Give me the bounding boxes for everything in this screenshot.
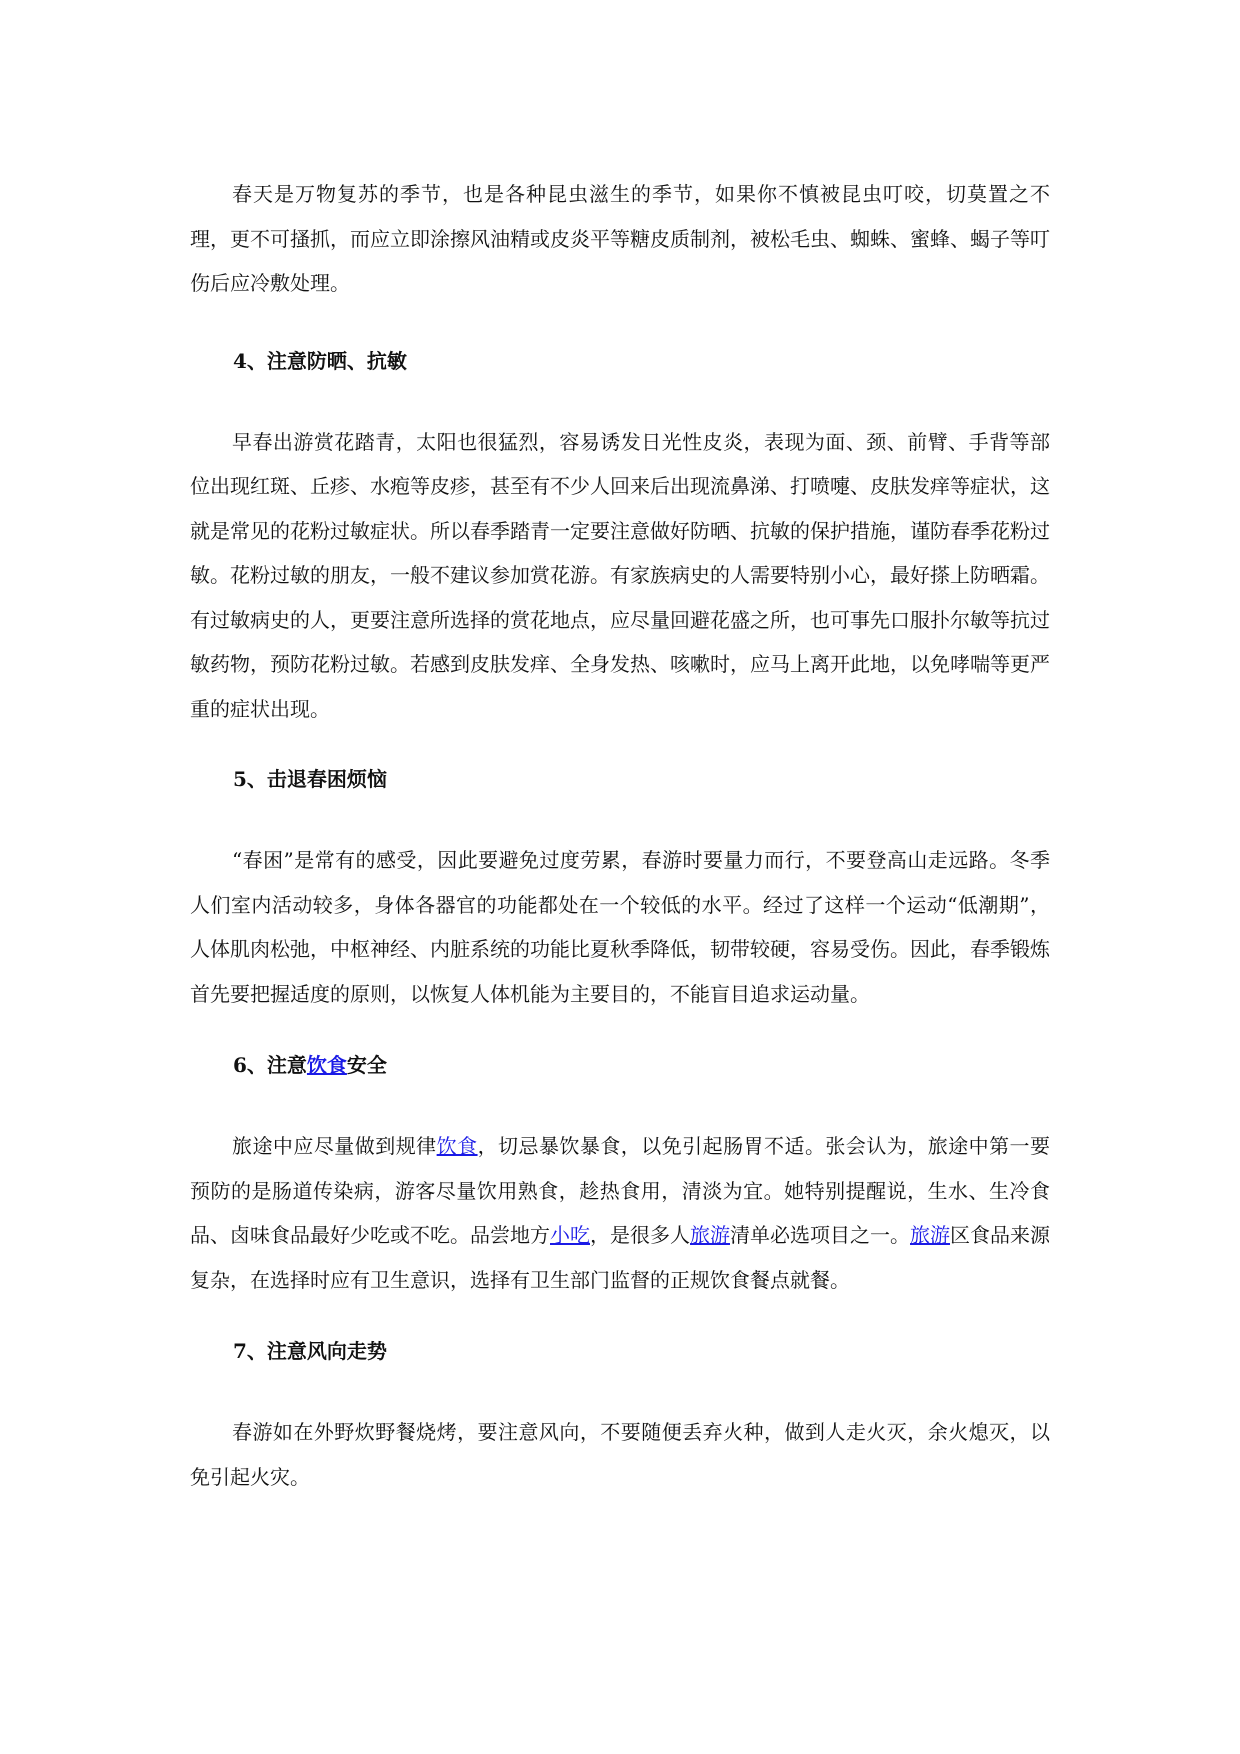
heading-wind-direction: 7、注意风向走势 xyxy=(233,1339,387,1363)
food-text-3: ，是很多人 xyxy=(590,1223,690,1247)
link-travel-2[interactable]: 旅游 xyxy=(910,1223,950,1247)
heading-sun-protection: 4、注意防晒、抗敏 xyxy=(233,348,407,373)
heading-food-safety-prefix: 6、注意 xyxy=(233,1053,307,1077)
paragraph-pollen-allergy: 早春出游赏花踏青，太阳也很猛烈，容易诱发日光性皮炎，表现为面、颈、前臂、手背等部位出现红斑、丘疹、水疱等皮疹，甚至有不少人回来后出现流鼻涕、打喷嚏、皮肤发痒等症状，这就是常见的花粉过敏症状。所以春季踏青一定要注意做好防晒、抗敏的保护措施，谨防春季花粉过敏。花粉过敏的朋友，一般不建议参加赏花游。有家族病史的人需要特别小心，最好搽上防晒霜。有过敏病史的人，更要注意所选择的赏花地点，应尽量回避花盛之所，也可事先口服扑尔敏等抗过敏药物，预防花粉过敏。若感到皮肤发痒、全身发热、咳嗽时，应马上离开此地，以免哮喘等更严重的症状出现。 xyxy=(190,429,1050,721)
food-text-4: 清单必选项目之一。 xyxy=(730,1223,910,1247)
link-diet-heading[interactable]: 饮食 xyxy=(306,1053,347,1077)
link-travel-1[interactable]: 旅游 xyxy=(690,1223,730,1247)
paragraph-spring-fatigue: “春困”是常有的感受，因此要避免过度劳累，春游时要量力而行，不要登高山走远路。冬季人们室内活动较多，身体各器官的功能都处在一个较低的水平。经过了这样一个运动“低潮期”，人体肌肉松弛，中枢神经、内脏系统的功能比夏秋季降低，韧带较硬，容易受伤。因此，春季锻炼首先要把握适度的原则，以恢复人体机能为主要目的，不能盲目追求运动量。 xyxy=(190,848,1050,1006)
document-page xyxy=(190,172,1050,1499)
link-snacks[interactable]: 小吃 xyxy=(550,1223,590,1247)
paragraph-insect-bites: 春天是万物复苏的季节，也是各种昆虫滋生的季节，如果你不慎被昆虫叮咬，切莫置之不理，更不可搔抓，而应立即涂擦风油精或皮炎平等糖皮质制剂，被松毛虫、蜘蛛、蜜蜂、蝎子等叮伤后应冷敷处理。 xyxy=(190,182,1050,295)
paragraph-fire-safety: 春游如在外野炊野餐烧烤，要注意风向，不要随便丢弃火种，做到人走火灭，余火熄灭，以免引起火灾。 xyxy=(190,1420,1050,1489)
heading-food-safety xyxy=(190,1050,1050,1080)
food-text-1: 旅途中应尽量做到规律 xyxy=(232,1134,437,1158)
food-text-2: ，切忌暴饮暴食，以免引起肠胃不适。张会认为，旅途中第一要预防的是肠道传染病，游客尽量饮用熟食，趁热食用，清淡为宜。她特别提醒说，生水、生冷食品、卤味食品最好少吃或不吃。品尝地方 xyxy=(190,1134,1051,1247)
heading-food-safety-suffix: 安全 xyxy=(346,1053,387,1077)
paragraph-food-safety xyxy=(190,1124,1050,1302)
link-diet[interactable]: 饮食 xyxy=(436,1134,478,1158)
heading-spring-fatigue: 5、击退春困烦恼 xyxy=(233,767,387,791)
food-text-5: 区食品来源复杂，在选择时应有卫生意识，选择有卫生部门监督的正规饮食餐点就餐。 xyxy=(190,1223,1050,1292)
